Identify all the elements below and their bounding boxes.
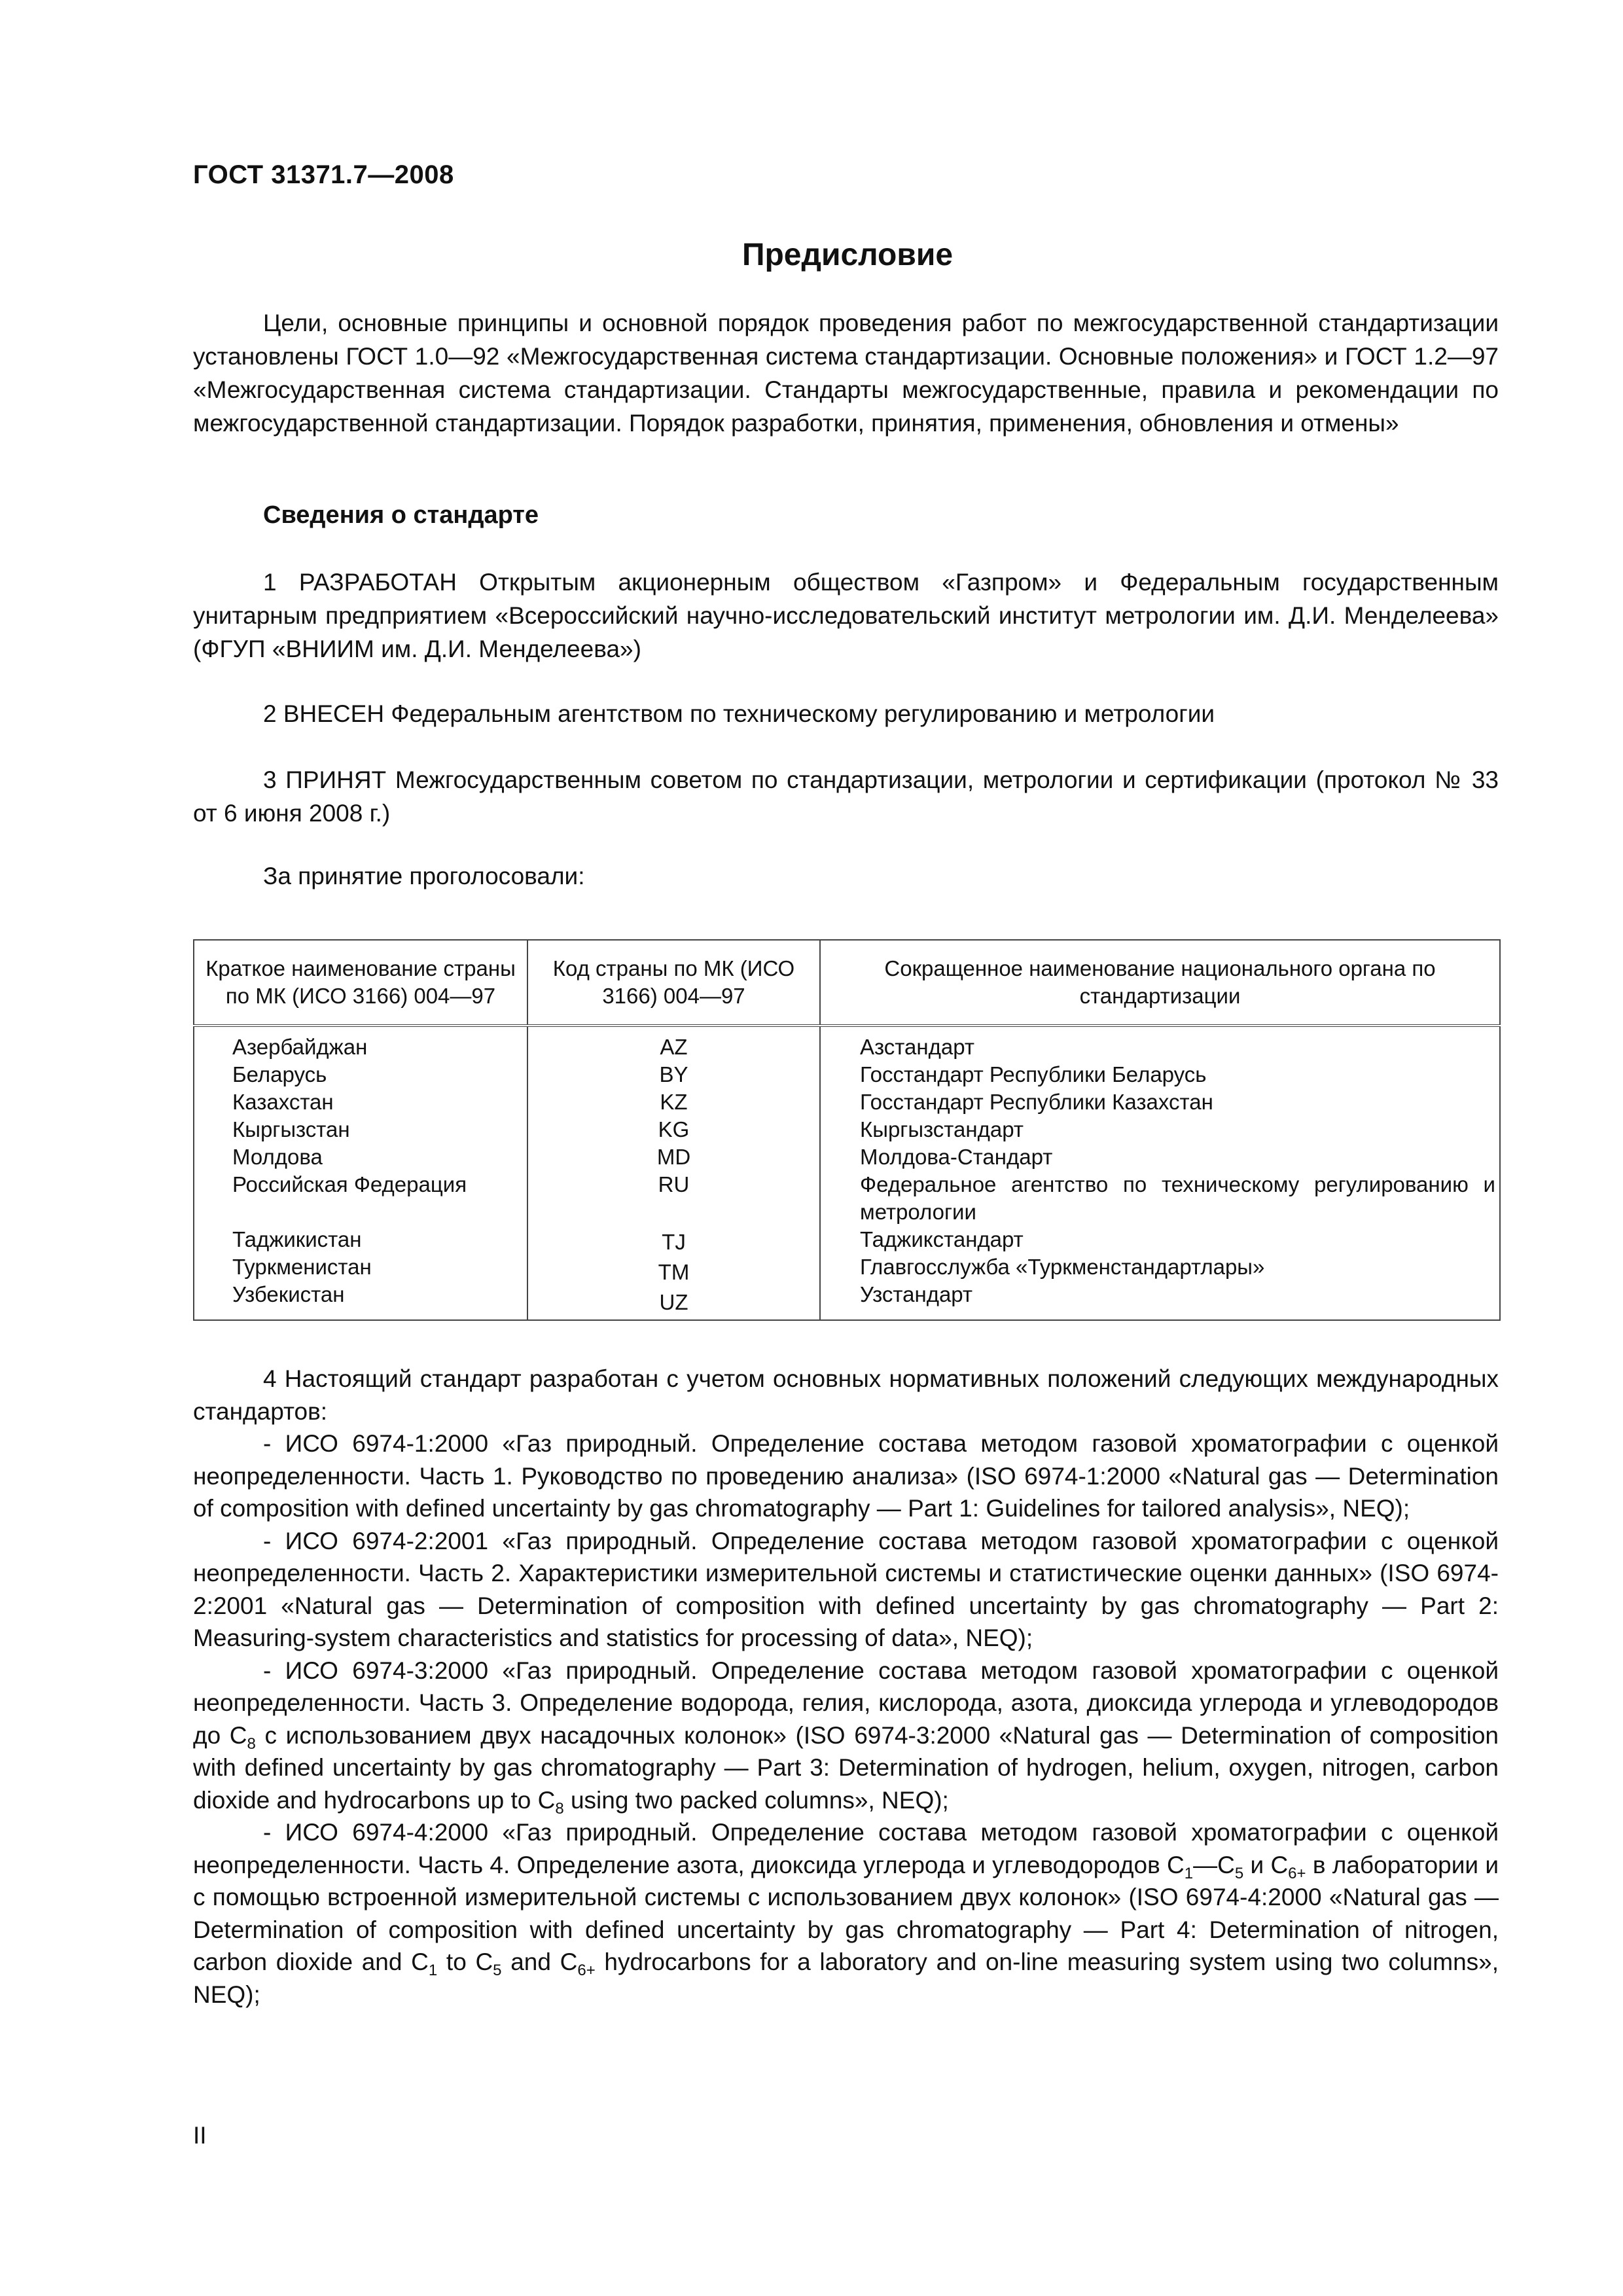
item-2-paragraph: 2 ВНЕСЕН Федеральным агентством по техническому регулированию и метрологии — [263, 700, 1215, 727]
iso-6974-1-paragraph: - ИСО 6974-1:2000 «Газ природный. Определение состава методом газовой хроматографии с оценкой неопределенности. Часть 1. Руководство по проведению анализа» (ISO 6974-1:2000 «Natural gas — Determination of composition with defined uncertainty by gas chromatography — Part 1: Guidelines for tailored analysis», NEQ); — [193, 1430, 1499, 1522]
table-cell: BY — [659, 1062, 688, 1086]
table-cell: UZ — [659, 1290, 688, 1314]
page-title: Предисловие — [741, 238, 954, 272]
section-title: Сведения о стандарте — [263, 501, 539, 529]
table-cell: Главгосслужба «Туркменстандартлары» — [860, 1255, 1265, 1279]
table-cell: Таджикистан — [232, 1227, 362, 1251]
table-cell: Федеральное агентство по техническому регулированию и метрологии — [860, 1172, 1495, 1224]
table-header-country: Краткое наименование страны по МК (ИСО 3166) 004—97 — [194, 940, 527, 1026]
table-cell: KG — [658, 1117, 690, 1141]
item-3-paragraph: 3 ПРИНЯТ Межгосударственным советом по стандартизации, метрологии и сертификации (протокол № 33 от 6 июня 2008 г.) — [193, 766, 1499, 827]
table-cell: Азербайджан — [232, 1035, 368, 1059]
iso-6974-3-paragraph: - ИСО 6974-3:2000 «Газ природный. Определение состава методом газовой хроматографии с оценкой неопределенности. Часть 3. Определение водорода, гелия, кислорода, азота, диоксида углерода и углеводородов до $C_8$ с использованием двух насадочных колонок» (ISO 6974-3:2000 «Natural gas — Determination of composition with defined uncertainty by gas chromatography — Part 3: Determination of hydrogen, helium, oxygen, nitrogen, carbon dioxide and hydrocarbons up to $C_8$ using two packed columns», NEQ); — [193, 1657, 1499, 1818]
table-cell: Казахстан — [232, 1090, 334, 1114]
table-header-code: Код страны по МК (ИСО 3166) 004—97 — [527, 940, 820, 1026]
table-cell: Госстандарт Республики Казахстан — [860, 1090, 1213, 1114]
table-cell: MD — [656, 1145, 691, 1169]
table-cell: Кыргызстан — [232, 1117, 350, 1141]
table-cell: KZ — [660, 1090, 688, 1114]
table-cell: Узстандарт — [860, 1282, 973, 1306]
table-cell: Беларусь — [232, 1062, 327, 1086]
item-4-lead: 4 Настоящий стандарт разработан с учетом основных нормативных положений следующих международных стандартов: — [193, 1365, 1499, 1425]
table-column-code — [527, 1026, 820, 1320]
table-cell: Узбекистан — [232, 1282, 345, 1306]
page-number: II — [193, 2122, 207, 2149]
table-cell: Российская Федерация — [232, 1172, 467, 1196]
voting-table — [193, 939, 1501, 1321]
table-cell: Молдова — [232, 1145, 323, 1169]
standard-header: ГОСТ 31371.7—2008 — [193, 160, 454, 189]
table-cell: Госстандарт Республики Беларусь — [860, 1062, 1207, 1086]
table-cell: Кыргызстандарт — [860, 1117, 1024, 1141]
iso-6974-2-paragraph: - ИСО 6974-2:2001 «Газ природный. Определение состава методом газовой хроматографии с оценкой неопределенности. Часть 2. Характеристики измерительной системы и статистические оценки данных» (ISO 6974-2:2001 «Natural gas — Determination of composition with defined uncertainty by gas chromatography — Part 2: Measuring-system characteristics and statistics for processing of data», NEQ); — [193, 1527, 1499, 1651]
table-cell: Молдова-Стандарт — [860, 1145, 1053, 1169]
table-cell: Туркменистан — [232, 1255, 372, 1279]
item-1-paragraph: 1 РАЗРАБОТАН Открытым акционерным обществом «Газпром» и Федеральным государственным унитарным предприятием «Всероссийский научно-исследовательский институт метрологии им. Д.И. Менделеева» (ФГУП «ВНИИМ им. Д.И. Менделеева») — [193, 569, 1499, 662]
item-4-section — [193, 1363, 1499, 2011]
table-cell: Таджикстандарт — [860, 1227, 1024, 1251]
table-cell: AZ — [660, 1035, 688, 1059]
table-header-body: Сокращенное наименование национального органа по стандартизации — [820, 940, 1500, 1026]
table-cell: Азстандарт — [860, 1035, 974, 1059]
table-column-body — [820, 1026, 1500, 1320]
table-column-country — [194, 1026, 527, 1320]
intro-paragraph: Цели, основные принципы и основной порядок проведения работ по межгосударственной стандартизации установлены ГОСТ 1.0—92 «Межгосударственная система стандартизации. Основные положения» и ГОСТ 1.2—97 «Межгосударственная система стандартизации. Стандарты межгосударственные, правила и рекомендации по межгосударственной стандартизации. Порядок разработки, принятия, применения, обновления и отмены» — [193, 310, 1499, 437]
vote-intro: За принятие проголосовали: — [263, 863, 585, 889]
table-cell: TM — [658, 1260, 690, 1284]
iso-6974-4-paragraph: - ИСО 6974-4:2000 «Газ природный. Определение состава методом газовой хроматографии с оценкой неопределенности. Часть 4. Определение азота, диоксида углерода и углеводородов $C_1—C_5$ и $C_{6+}$ в лаборатории и с помощью встроенной измерительной системы с использованием двух колонок» (ISO 6974-4:2000 «Natural gas — Determination of composition with defined uncertainty by gas chromatography — Part 4: Determination of nitrogen, carbon dioxide and $C_1$ to $C_5$ and $C_{6+}$ hydrocarbons for a laboratory and on-line measuring system using two columns», NEQ); — [193, 1819, 1499, 2008]
table-cell: TJ — [662, 1230, 686, 1254]
table-cell: RU — [658, 1172, 690, 1196]
